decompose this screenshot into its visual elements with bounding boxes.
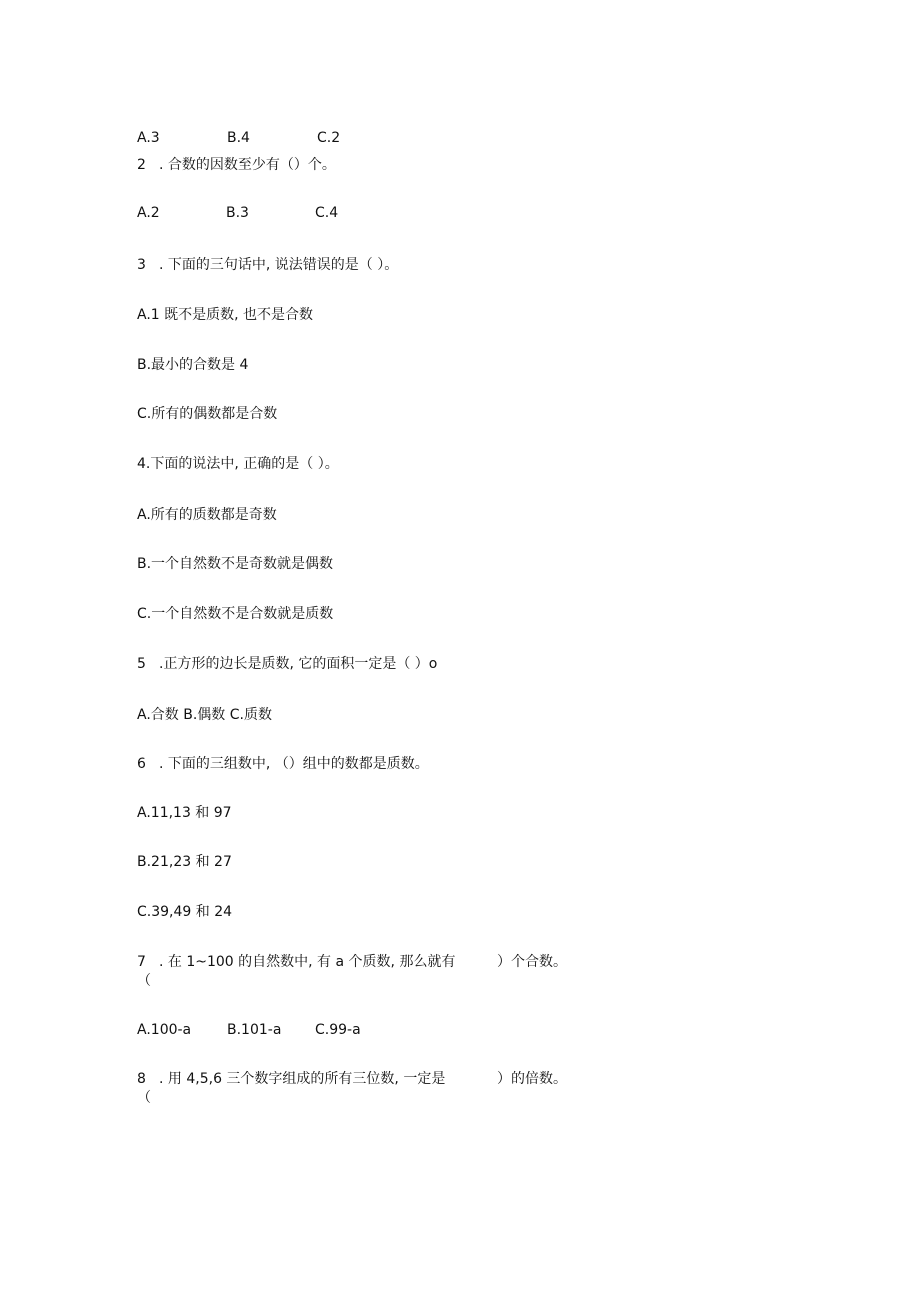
q2-option-c: C.4 [315, 205, 339, 221]
q4-option-c: C.一个自然数不是合数就是质数 [137, 606, 334, 622]
q2-option-b: B.3 [226, 205, 249, 221]
q3-text: . 下面的三句话中, 说法错误的是（ ）。 [159, 257, 399, 273]
q6-number: 6 [137, 756, 146, 772]
q6-text: . 下面的三组数中, （）组中的数都是质数。 [159, 756, 429, 772]
q3-number: 3 [137, 257, 146, 273]
q1-option-a: A.3 [137, 130, 160, 146]
q8-text-after: ）的倍数。 [497, 1071, 567, 1087]
q6-option-a: A.11,13 和 97 [137, 805, 232, 821]
q3-option-c: C.所有的偶数都是合数 [137, 406, 278, 422]
q1-option-c: C.2 [317, 130, 341, 146]
q2-option-a: A.2 [137, 205, 160, 221]
q7-option-c: C.99-a [315, 1022, 361, 1038]
q2-text: . 合数的因数至少有（）个。 [159, 157, 336, 173]
q7-text: . 在 1~100 的自然数中, 有 a 个质数, 那么就有 [159, 954, 456, 970]
q8-paren: （ [137, 1090, 151, 1106]
q7-option-b: B.101-a [227, 1022, 282, 1038]
q8-number: 8 [137, 1071, 146, 1087]
q2-number: 2 [137, 157, 146, 173]
q4-option-a: A.所有的质数都是奇数 [137, 507, 277, 523]
q4-option-b: B.一个自然数不是奇数就是偶数 [137, 556, 334, 572]
q8-text: . 用 4,5,6 三个数字组成的所有三位数, 一定是 [159, 1071, 446, 1087]
q3-option-b: B.最小的合数是 4 [137, 357, 249, 373]
q7-stem [137, 953, 597, 993]
q5-options: A.合数 B.偶数 C.质数 [137, 707, 272, 723]
q6-option-b: B.21,23 和 27 [137, 854, 232, 870]
q5-number: 5 [137, 656, 146, 672]
q7-option-a: A.100-a [137, 1022, 192, 1038]
q1-option-b: B.4 [227, 130, 250, 146]
q7-number: 7 [137, 954, 146, 970]
q7-paren: （ [137, 973, 151, 989]
q7-text-after: ）个合数。 [497, 954, 567, 970]
q6-option-c: C.39,49 和 24 [137, 904, 233, 920]
q4-stem: 4.下面的说法中, 正确的是（ ）。 [137, 456, 339, 472]
q3-option-a: A.1 既不是质数, 也不是合数 [137, 307, 314, 323]
q8-stem [137, 1070, 597, 1110]
q5-text: .正方形的边长是质数, 它的面积一定是（ ）o [159, 656, 438, 672]
